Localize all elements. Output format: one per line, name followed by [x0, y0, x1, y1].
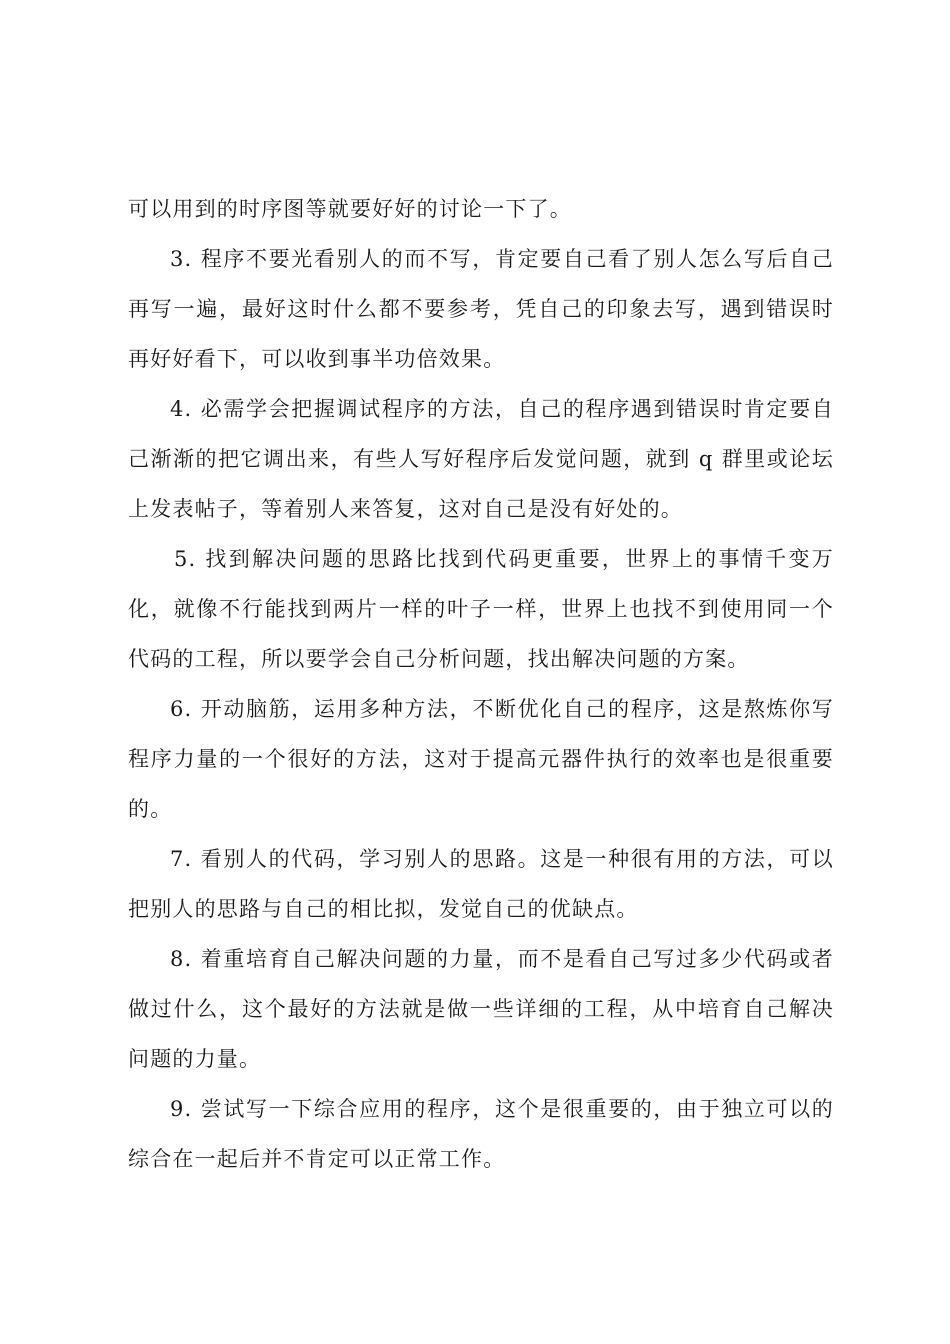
paragraph-item-8: 8. 着重培育自己解决问题的力量，而不是看自己写过多少代码或者做过什么，这个最好的方法就是做一些详细的工程，从中培育自己解决问题的力量。	[128, 947, 834, 1071]
paragraph-item-3: 3. 程序不要光看别人的而不写，肯定要自己看了别人怎么写后自己再写一遍，最好这时什么都不要参考，凭自己的印象去写，遇到错误时再好好看下，可以收到事半功倍效果。	[128, 247, 834, 371]
paragraph-item-9: 9. 尝试写一下综合应用的程序，这个是很重要的，由于独立可以的综合在一起后并不肯定可以正常工作。	[128, 1097, 834, 1171]
paragraph-continuation: 可以用到的时序图等就要好好的讨论一下了。	[128, 197, 572, 221]
paragraph-item-6: 6. 开动脑筋，运用多种方法，不断优化自己的程序，这是熬炼你写程序力量的一个很好的方法，这对于提高元器件执行的效率也是很重要的。	[128, 697, 834, 821]
paragraph-item-4: 4. 必需学会把握调试程序的方法，自己的程序遇到错误时肯定要自己渐渐的把它调出来，有些人写好程序后发觉问题，就到 q 群里或论坛上发表帖子，等着别人来答复，这对自己是没有好处的。	[128, 397, 834, 521]
paragraph-item-7: 7. 看别人的代码，学习别人的思路。这是一种很有用的方法，可以把别人的思路与自己的相比拟，发觉自己的优缺点。	[128, 847, 834, 921]
paragraph-item-5: 5. 找到解决问题的思路比找到代码更重要，世界上的事情千变万化，就像不行能找到两片一样的叶子一样，世界上也找不到使用同一个代码的工程，所以要学会自己分析问题，找出解决问题的方案。	[128, 547, 834, 671]
document-body	[128, 184, 834, 1184]
